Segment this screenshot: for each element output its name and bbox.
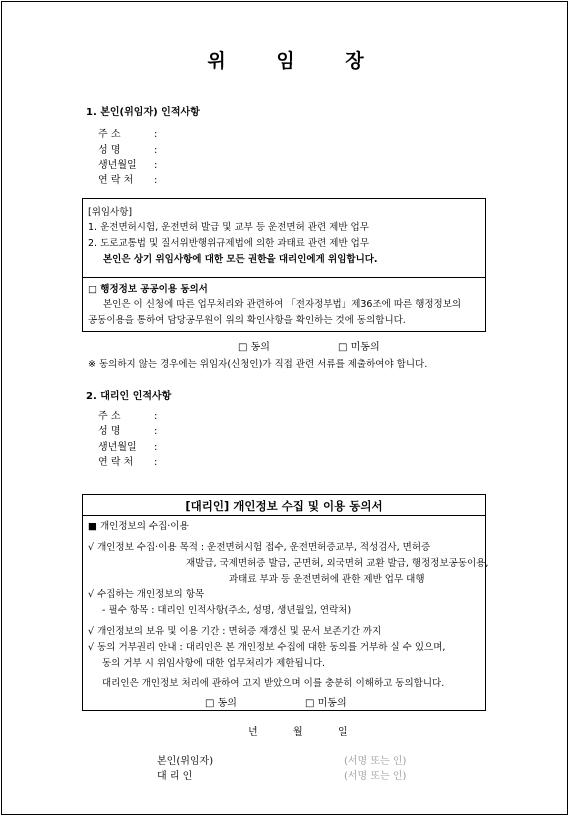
field-label: 주 소 [98,129,121,140]
document-title: 위 임 장 [207,50,386,72]
admin-agree-checkbox[interactable]: □ 동의 [238,342,270,353]
agent-birth-row [98,438,157,453]
principal-address-row [98,125,157,140]
agent-name-row [98,422,157,437]
field-colon: : [154,145,158,156]
signature-role-agent: 대 리 인 [157,771,193,782]
field-label: 성 명 [98,145,121,156]
signature-role-principal: 본인(위임자) [157,756,214,767]
field-label: 생년월일 [98,160,137,171]
notice-text: ※ 동의하지 않는 경우에는 위임자(신청인)가 직접 관련 서류를 제출하여야 합니다. [88,359,428,370]
consent-refuse-2: 동의 거부 시 위임사항에 대한 업무처리가 제한됩니다. [102,658,326,669]
signature-hint-agent: (서명 또는 인) [344,771,407,782]
section1-heading: 1. 본인(위임자) 인적사항 [86,107,200,118]
principal-name-row [98,141,157,156]
consent-retention: √ 개인정보의 보유 및 이용 기간 : 면허증 재갱신 및 문서 보존기간 까지 [88,626,382,637]
delegation-heading: [위임사항] [88,207,133,218]
admin-info-heading: □ 행정정보 공공이용 동의서 [88,284,208,295]
admin-info-line1: 본인은 이 신청에 따른 업무처리와 관련하여 「전자정부법」제36조에 따른 행정정보의 [103,299,462,310]
consent-items-required: - 필수 항목 : 대리인 인적사항(주소, 성명, 생년월일, 연락처) [102,605,352,616]
divider [83,515,485,516]
consent-sub: ■ 개인정보의 수집·이용 [88,521,189,532]
delegation-statement: 본인은 상기 위임사항에 대한 모든 권한을 대리인에게 위임합니다. [103,254,378,265]
divider [83,277,485,278]
date-month-label: 월 [293,727,303,738]
delegation-item-2: 2. 도로교통법 및 질서위반행위규제법에 의한 과태료 관련 제반 업무 [88,238,370,249]
section2-heading: 2. 대리인 인적사항 [86,391,172,402]
field-label: 생년월일 [98,442,137,453]
consent-final: 대리인은 개인정보 처리에 관하여 고지 받았으며 이를 충분히 이해하고 동의합니다. [102,678,445,689]
admin-disagree-checkbox[interactable]: □ 미동의 [338,342,380,353]
field-label: 주 소 [98,411,121,422]
consent-purpose-3: 과태료 부과 등 운전면허에 관한 제반 업무 대행 [229,574,425,585]
consent-purpose-2: 재발급, 국제면허증 발급, 군면허, 외국면허 교환 발급, 행정정보공동이용, [186,558,489,569]
field-label: 연 락 처 [98,457,134,468]
agent-contact-row [98,453,157,468]
signature-hint-principal: (서명 또는 인) [344,756,407,767]
field-colon: : [154,175,158,186]
field-colon: : [154,411,158,422]
date-day-label: 일 [338,727,348,738]
field-colon: : [154,442,158,453]
agent-address-row [98,407,157,422]
field-colon: : [154,457,158,468]
consent-agree-checkbox[interactable]: □ 동의 [205,698,237,709]
consent-items-head: √ 수집하는 개인정보의 항목 [88,589,205,600]
consent-refuse-1: √ 동의 거부권리 안내 : 대리인은 본 개인정보 수집에 대한 동의를 거부하 실 수 있으며, [88,642,446,653]
consent-purpose-1: √ 개인정보 수집·이용 목적 : 운전면허시험 접수, 운전면허증교부, 적성검사, 면허증 [88,542,431,553]
principal-contact-row [98,171,157,186]
delegation-item-1: 1. 운전면허시험, 운전면허 발급 및 교부 등 운전면허 관련 제반 업무 [88,222,369,233]
field-colon: : [154,160,158,171]
admin-info-line2: 공동이용을 통하여 담당공무원이 위의 확인사항을 확인하는 것에 동의합니다. [88,315,406,326]
field-label: 연 락 처 [98,175,134,186]
consent-disagree-checkbox[interactable]: □ 미동의 [305,698,347,709]
principal-birth-row [98,156,157,171]
consent-heading: [대리인] 개인정보 수집 및 이용 동의서 [185,499,383,513]
field-label: 성 명 [98,426,121,437]
date-year-label: 년 [248,727,258,738]
field-colon: : [154,129,158,140]
field-colon: : [154,426,158,437]
